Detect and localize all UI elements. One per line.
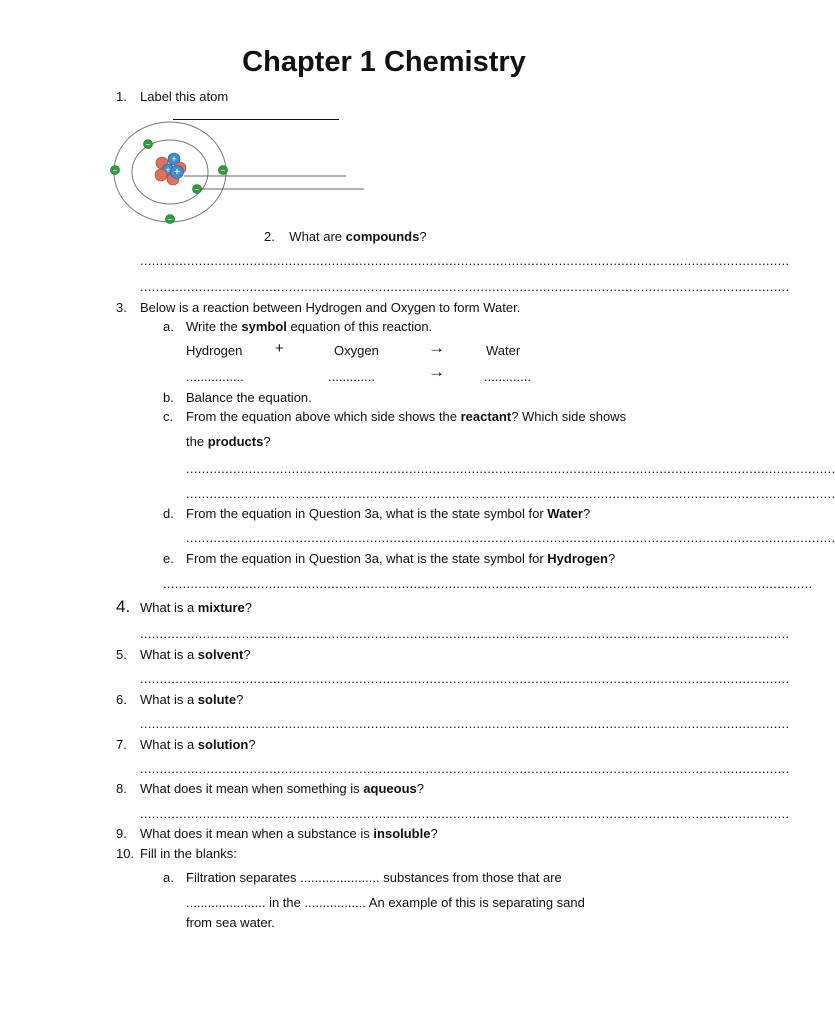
question-3b-text: Balance the equation. (186, 390, 312, 405)
svg-text:−: − (112, 166, 118, 175)
question-2: 2. What are compounds? (264, 229, 427, 244)
question-10a-number: a. (163, 870, 174, 885)
page-title: Chapter 1 Chemistry (242, 46, 526, 78)
question-10-text: Fill in the blanks: (140, 846, 237, 861)
question-5-number: 5. (116, 647, 127, 662)
answer-line-q3e[interactable]: ...................................................................................................................................................................... (163, 576, 813, 591)
equation-hydrogen: Hydrogen (186, 343, 243, 358)
svg-text:+: + (174, 167, 180, 178)
question-3c-text: From the equation above which side shows the reactant? Which side shows (186, 409, 627, 424)
answer-line-q3c-2[interactable]: ...................................................................................................................................................................... (186, 486, 835, 501)
question-3e-number: e. (163, 551, 174, 566)
answer-line-q3d[interactable]: ...................................................................................................................................................................... (186, 530, 835, 545)
question-8-text: What does it mean when something is aqueous? (140, 781, 424, 796)
equation-plus: + (275, 340, 284, 357)
question-3-number: 3. (116, 300, 127, 315)
question-1-text: Label this atom (140, 89, 229, 104)
atom-diagram (108, 130, 348, 230)
question-3a-number: a. (163, 319, 174, 334)
answer-line-q8[interactable]: ...................................................................................................................................................................... (140, 806, 790, 821)
svg-text:−: − (145, 140, 151, 149)
nucleus (155, 153, 186, 185)
answer-line-q4[interactable]: ...................................................................................................................................................................... (140, 626, 790, 641)
question-3d-text: From the equation in Question 3a, what is the state symbol for Water? (186, 506, 591, 521)
question-1-number: 1. (116, 89, 127, 104)
svg-text:+: + (171, 154, 177, 164)
question-2-number: 2. (264, 229, 275, 244)
question-7-number: 7. (116, 737, 127, 752)
question-9-text: What does it mean when a substance is insoluble? (140, 826, 438, 841)
equation-water: Water (486, 343, 521, 358)
answer-line-q5[interactable]: ...................................................................................................................................................................... (140, 671, 790, 686)
symbol-blank-water[interactable]: ............. (484, 369, 531, 384)
fill-blank-2[interactable]: ...................... (186, 895, 266, 910)
atom-label-line-top[interactable] (173, 119, 339, 120)
question-3e-text: From the equation in Question 3a, what is the state symbol for Hydrogen? (186, 551, 616, 566)
question-10a-line3: from sea water. (186, 915, 275, 930)
answer-line-q7[interactable]: ...................................................................................................................................................................... (140, 761, 790, 776)
symbol-arrow-icon: → (428, 362, 445, 381)
equation-oxygen: Oxygen (334, 343, 379, 358)
symbol-blank-hydrogen[interactable]: ................ (186, 369, 244, 384)
fill-blank-1[interactable]: ...................... (300, 870, 380, 885)
question-8-number: 8. (116, 781, 127, 796)
question-6-text: What is a solute? (140, 692, 244, 707)
answer-line-q3c-1[interactable]: ...................................................................................................................................................................... (186, 461, 835, 476)
question-5-text: What is a solvent? (140, 647, 251, 662)
answer-line-q6[interactable]: ...................................................................................................................................................................... (140, 716, 790, 731)
fill-blank-3[interactable]: ................. (304, 895, 366, 910)
svg-text:−: − (220, 166, 226, 175)
question-4-text: What is a mixture? (140, 600, 252, 615)
svg-text:−: − (194, 185, 200, 194)
question-4-number: 4. (116, 597, 131, 616)
question-10a-line2: ...................... in the ................. An example of this is separating sand (186, 895, 585, 910)
question-3-text: Below is a reaction between Hydrogen and Oxygen to form Water. (140, 300, 521, 315)
equation-arrow-icon: → (428, 338, 445, 357)
question-3c-number: c. (163, 409, 174, 424)
question-3c-text-line2: the products? (186, 434, 271, 449)
question-7-text: What is a solution? (140, 737, 256, 752)
question-3b-number: b. (163, 390, 174, 405)
question-9-number: 9. (116, 826, 127, 841)
question-3a-text: Write the symbol equation of this reaction. (186, 319, 433, 334)
answer-line-q2-1[interactable]: ...................................................................................................................................................................... (140, 253, 790, 268)
question-10a-line1: Filtration separates ...................... substances from those that are (186, 870, 562, 885)
question-3d-number: d. (163, 506, 174, 521)
question-6-number: 6. (116, 692, 127, 707)
symbol-blank-oxygen[interactable]: ............. (328, 369, 375, 384)
svg-text:+: + (165, 165, 171, 175)
svg-text:−: − (167, 215, 173, 224)
answer-line-q2-2[interactable]: ...................................................................................................................................................................... (140, 279, 790, 294)
question-10-number: 10. (116, 846, 135, 861)
